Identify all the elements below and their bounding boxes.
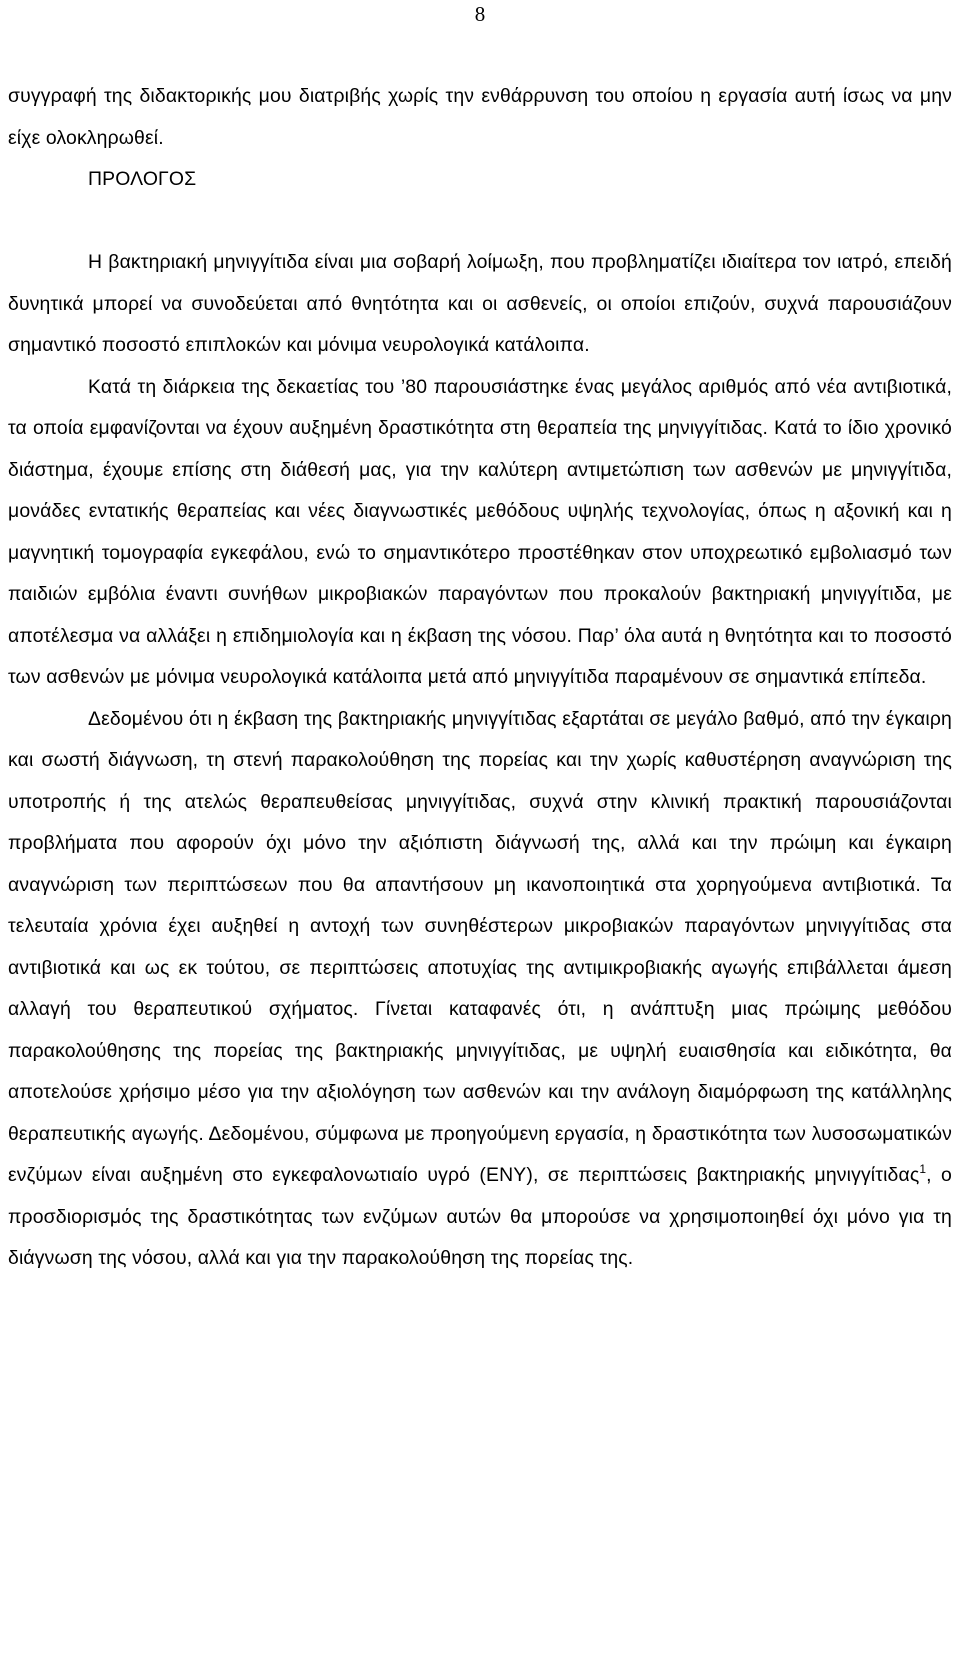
paragraph-antibiotics: Κατά τη διάρκεια της δεκαετίας του ’80 παρουσιάστηκε ένας μεγάλος αριθμός από νέα αντιβιοτικά, τα οποία εμφανίζονται να έχουν αυξημένη δραστικότητα στη θεραπεία της μηνιγγίτιδας. Κατά το ίδιο χρονικό διάστημα, έχουμε επίσης στη διάθεσή μας, για την καλύτερη αντιμετώπιση των ασθενών με μηνιγγίτιδα, μονάδες εντατικής θεραπείας και νέες διαγνωστικές μεθόδους υψηλής τεχνολογίας, όπως η αξονική και η μαγνητική τομογραφία εγκεφάλου, ενώ το σημαντικότερο προστέθηκαν στον υποχρεωτικό εμβολιασμό των παιδιών εμβόλια έναντι συνήθων μικροβιακών παραγόντων που προκαλούν βακτηριακή μηνιγγίτιδα, με αποτέλεσμα να αλλάξει η επιδημιολογία και η έκβαση της νόσου. Παρ’ όλα αυτά η θνητότητα και το ποσοστό των ασθενών με μόνιμα νευρολογικά κατάλοιπα μετά από μηνιγγίτιδα παραμένουν σε σημαντικά επίπεδα.	[8, 375, 952, 688]
section-heading-prologue: ΠΡΟΛΟΓΟΣ	[88, 168, 197, 190]
paragraph-diagnosis-text: Δεδομένου ότι η έκβαση της βακτηριακής μηνιγγίτιδας εξαρτάται σε μεγάλο βαθμό, από την έγκαιρη και σωστή διάγνωση, τη στενή παρακολούθηση της πορείας και την χωρίς καθυστέρηση αναγνώριση της υποτροπής ή της ατελώς θεραπευθείσας μηνιγγίτιδας, συχνά στην κλινική πρακτική παρουσιάζονται προβλήματα που αφορούν όχι μόνο την αξιόπιστη διάγνωσή της, αλλά και την πρώιμη και έγκαιρη αναγνώριση των περιπτώσεων που θα απαντήσουν μη ικανοποιητικά στα χορηγούμενα αντιβιοτικά. Τα τελευταία χρόνια έχει αυξηθεί η αντοχή των συνηθέστερων μικροβιακών παραγόντων μηνιγγίτιδας στα αντιβιοτικά και ως εκ τούτου, σε περιπτώσεις αποτυχίας της αντιμικροβιακής αγωγής επιβάλλεται άμεση αλλαγή του θεραπευτικού σχήματος. Γίνεται καταφανές ότι, η ανάπτυξη μιας πρώιμης μεθόδου παρακολούθησης της πορείας της βακτηριακής μηνιγγίτιδας, με υψηλή ευαισθησία και ειδικότητα, θα αποτελούσε χρήσιμο μέσο για την αξιολόγηση των ασθενών και την ανάλογη διαμόρφωση της κατάλληλης θεραπευτικής αγωγής. Δεδομένου, σύμφωνα με προηγούμενη εργασία, η δραστικότητα των λυσοσωματικών ενζύμων είναι αυξημένη στο εγκεφαλονωτιαίο υγρό (ΕΝΥ), σε περιπτώσεις βακτηριακής μηνιγγίτιδας	[8, 707, 952, 1186]
paragraph-intro: Η βακτηριακή μηνιγγίτιδα είναι μια σοβαρή λοίμωξη, που προβληματίζει ιδιαίτερα τον ιατρό, επειδή δυνητικά μπορεί να συνοδεύεται από θνητότητα και οι ασθενείς, οι οποίοι επιζούν, συχνά παρουσιάζουν σημαντικό ποσοστό επιπλοκών και μόνιμα νευρολογικά κατάλοιπα.	[8, 251, 952, 356]
paragraph-diagnosis	[8, 699, 952, 1280]
blank-line	[8, 201, 952, 243]
footnote-reference: 1	[919, 1162, 927, 1176]
acknowledgement-paragraph-end: συγγραφή της διδακτορικής μου διατριβής χωρίς την ενθάρρυνση του οποίου η εργασία αυτή ίσως να μην είχε ολοκληρωθεί.	[8, 85, 952, 149]
page-number: 8	[474, 2, 486, 26]
paragraph-diagnosis-text-end: , ο προσδιορισμός της δραστικότητας των ενζύμων αυτών θα μπορούσε να χρησιμοποιηθεί όχι μόνο για τη διάγνωση της νόσου, αλλά και για την παρακολούθηση της πορείας της.	[8, 1164, 952, 1269]
document-body	[8, 76, 952, 1280]
